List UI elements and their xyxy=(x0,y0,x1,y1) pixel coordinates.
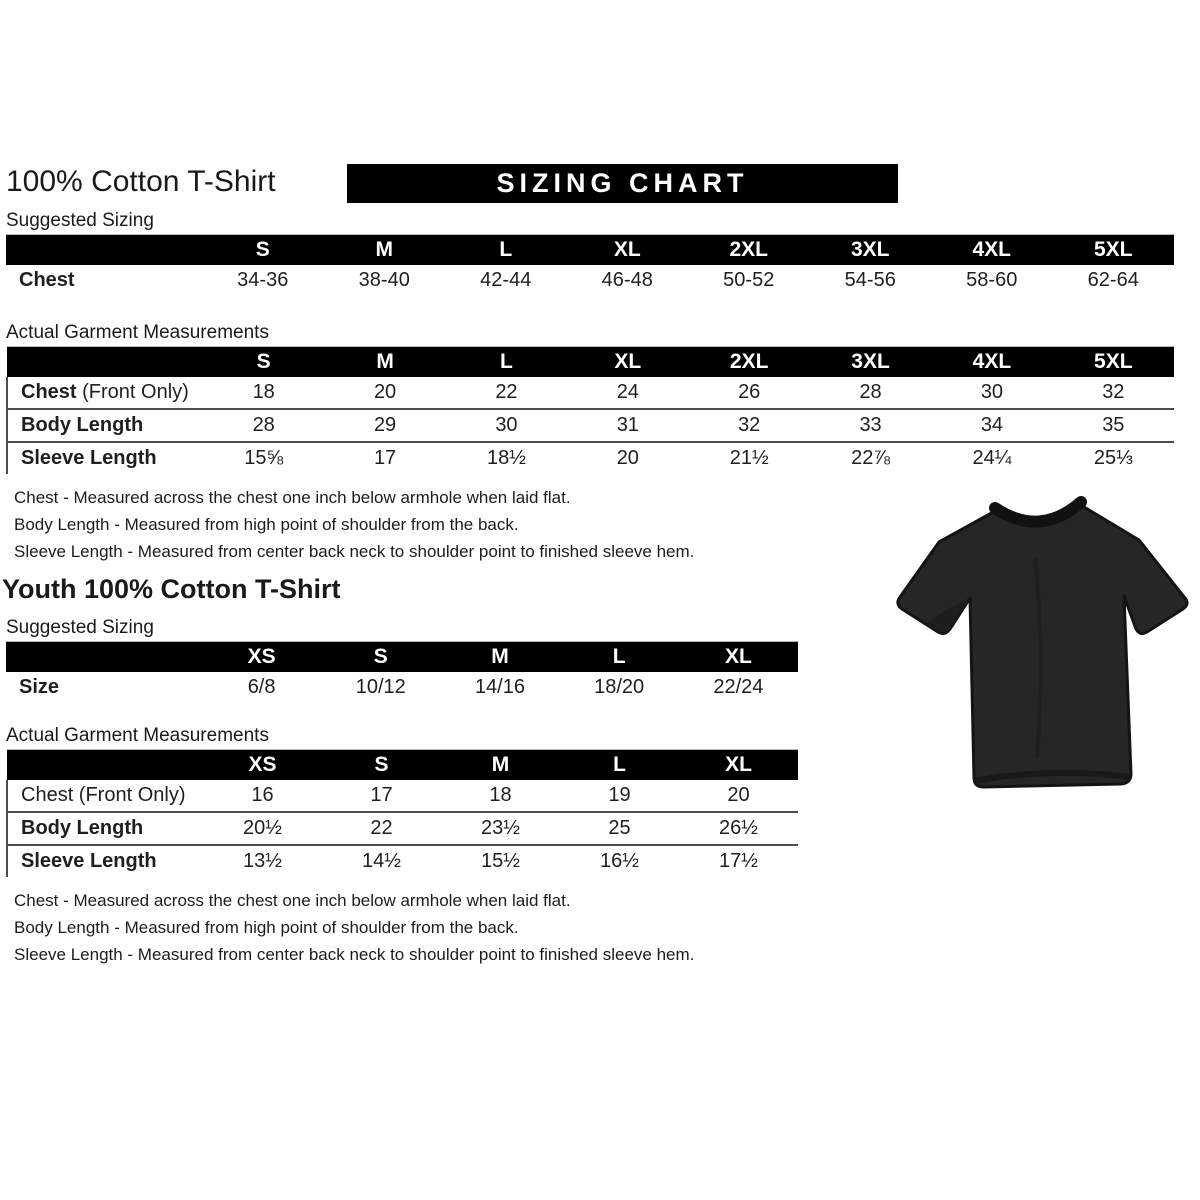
header-row xyxy=(6,642,798,673)
header-corner-cell xyxy=(7,347,203,378)
cell: 22 xyxy=(495,381,518,403)
cell: 32 xyxy=(689,409,810,442)
cell: 25 xyxy=(560,812,679,845)
cell: 54-56 xyxy=(844,269,896,291)
page-header xyxy=(6,162,1194,206)
cell: 23½ xyxy=(441,812,560,845)
cell: 33 xyxy=(810,409,931,442)
adult-suggested-sizing-table xyxy=(6,234,1174,296)
note-sleeve-length: Sleeve Length - Measured from center back neck to shoulder point to finished sleeve hem. xyxy=(14,945,695,964)
header-corner-cell xyxy=(6,642,202,673)
tshirt-body xyxy=(898,504,1187,787)
youth-suggested-sizing-label: Suggested Sizing xyxy=(6,617,154,638)
cell: 20½ xyxy=(203,812,322,845)
column-header-m: M xyxy=(441,750,560,781)
youth-section-title: Youth 100% Cotton T-Shirt xyxy=(2,574,341,604)
cell: 17 xyxy=(324,442,445,474)
cell: 22⅞ xyxy=(810,442,931,474)
cell: 22/24 xyxy=(713,676,764,698)
column-header-m: M xyxy=(324,347,445,378)
column-header-xl: XL xyxy=(567,347,688,378)
cell: 15⅝ xyxy=(203,442,324,474)
cell: 28 xyxy=(859,381,882,403)
cell: 24¼ xyxy=(931,442,1052,474)
cell: 38-40 xyxy=(358,269,410,291)
cell: 19 xyxy=(608,784,631,806)
row-label-body-length: Body Length xyxy=(7,409,203,442)
header-row xyxy=(6,235,1174,266)
column-header-s: S xyxy=(203,347,324,378)
note-chest: Chest - Measured across the chest one inch below armhole when laid flat. xyxy=(14,891,571,910)
column-header-xl: XL xyxy=(567,235,689,266)
table-row-chest xyxy=(7,780,798,812)
tshirt-graphic xyxy=(885,468,1197,813)
column-header-3xl: 3XL xyxy=(810,235,932,266)
column-header-l: L xyxy=(445,235,567,266)
row-label-sleeve-length: Sleeve Length xyxy=(7,442,203,474)
cell: 21½ xyxy=(689,442,810,474)
column-header-5xl: 5XL xyxy=(1053,235,1175,266)
cell: 46-48 xyxy=(601,269,653,291)
header-corner-cell xyxy=(7,750,203,781)
sizing-chart-banner-label: SIZING CHART xyxy=(496,168,749,198)
table-row-body-length xyxy=(7,812,798,845)
cell: 6/8 xyxy=(247,676,276,698)
note-body-length: Body Length - Measured from high point of shoulder from the back. xyxy=(14,918,519,937)
cell: 18/20 xyxy=(594,676,645,698)
column-header-xl: XL xyxy=(679,642,798,673)
column-header-2xl: 2XL xyxy=(689,347,810,378)
cell: 18 xyxy=(252,381,275,403)
cell: 30 xyxy=(446,409,567,442)
table-row-size xyxy=(6,672,798,703)
table-row-chest xyxy=(7,377,1174,409)
column-header-4xl: 4XL xyxy=(931,347,1052,378)
adult-actual-measurements-table xyxy=(6,346,1174,474)
youth-actual-measurements-table xyxy=(6,749,798,877)
cell: 28 xyxy=(203,409,324,442)
cell: 20 xyxy=(727,784,750,806)
cell: 18 xyxy=(489,784,512,806)
row-label-size: Size xyxy=(19,676,60,698)
header-corner-cell xyxy=(6,235,202,266)
cell: 22 xyxy=(322,812,441,845)
column-header-l: L xyxy=(446,347,567,378)
adult-actual-measurements-label: Actual Garment Measurements xyxy=(6,322,269,343)
table-row-body-length xyxy=(7,409,1174,442)
cell: 26 xyxy=(738,381,761,403)
cell: 42-44 xyxy=(480,269,532,291)
youth-actual-measurements-label: Actual Garment Measurements xyxy=(6,725,269,746)
column-header-xs: XS xyxy=(202,642,321,673)
cell: 35 xyxy=(1053,409,1174,442)
column-header-xs: XS xyxy=(203,750,322,781)
cell: 20 xyxy=(567,442,688,474)
cell: 13½ xyxy=(203,845,322,877)
column-header-m: M xyxy=(324,235,446,266)
column-header-xl: XL xyxy=(679,750,798,781)
column-header-s: S xyxy=(202,235,324,266)
table-row-sleeve-length xyxy=(7,845,798,877)
row-label-note: (Front Only) xyxy=(82,381,189,403)
black-tshirt-image xyxy=(885,468,1197,813)
adult-suggested-sizing-label: Suggested Sizing xyxy=(6,210,154,231)
table-row-chest xyxy=(6,265,1174,296)
cell: 20 xyxy=(373,381,397,403)
cell: 32 xyxy=(1102,381,1125,403)
row-label-chest: Chest (Front Only) xyxy=(7,780,203,812)
header-row xyxy=(7,347,1174,378)
column-header-2xl: 2XL xyxy=(688,235,810,266)
column-header-3xl: 3XL xyxy=(810,347,931,378)
cell: 17 xyxy=(370,784,393,806)
column-header-l: L xyxy=(560,750,679,781)
column-header-m: M xyxy=(440,642,559,673)
column-header-5xl: 5XL xyxy=(1053,347,1174,378)
cell: 25⅓ xyxy=(1053,442,1174,474)
column-header-s: S xyxy=(322,750,441,781)
youth-suggested-sizing-table xyxy=(6,641,798,703)
youth-measurement-notes xyxy=(14,887,1194,968)
cell: 31 xyxy=(567,409,688,442)
cell: 50-52 xyxy=(723,269,775,291)
cell: 29 xyxy=(324,409,445,442)
sizing-chart-banner xyxy=(347,164,898,203)
cell: 15½ xyxy=(441,845,560,877)
page-title: 100% Cotton T-Shirt xyxy=(6,165,276,198)
column-header-l: L xyxy=(560,642,679,673)
cell: 30 xyxy=(980,381,1004,403)
cell: 16½ xyxy=(560,845,679,877)
header-row xyxy=(7,750,798,781)
cell: 62-64 xyxy=(1087,269,1139,291)
cell: 24 xyxy=(616,381,639,403)
row-label-chest: Chest xyxy=(19,269,75,291)
note-body-length: Body Length - Measured from high point of shoulder from the back. xyxy=(14,515,519,534)
cell: 58-60 xyxy=(966,269,1018,291)
cell: 14/16 xyxy=(474,676,525,698)
row-label-sleeve-length: Sleeve Length xyxy=(7,845,203,877)
cell: 34 xyxy=(931,409,1052,442)
column-header-s: S xyxy=(321,642,440,673)
cell: 16 xyxy=(251,784,274,806)
cell: 10/12 xyxy=(355,676,406,698)
row-label-chest: Chest (Front Only) xyxy=(7,377,203,409)
cell: 26½ xyxy=(679,812,798,845)
cell: 18½ xyxy=(446,442,567,474)
cell: 14½ xyxy=(322,845,441,877)
column-header-4xl: 4XL xyxy=(931,235,1053,266)
note-sleeve-length: Sleeve Length - Measured from center back neck to shoulder point to finished sleeve hem. xyxy=(14,542,695,561)
cell: 17½ xyxy=(679,845,798,877)
note-chest: Chest - Measured across the chest one inch below armhole when laid flat. xyxy=(14,488,571,507)
row-label-body-length: Body Length xyxy=(7,812,203,845)
cell: 34-36 xyxy=(237,269,289,291)
